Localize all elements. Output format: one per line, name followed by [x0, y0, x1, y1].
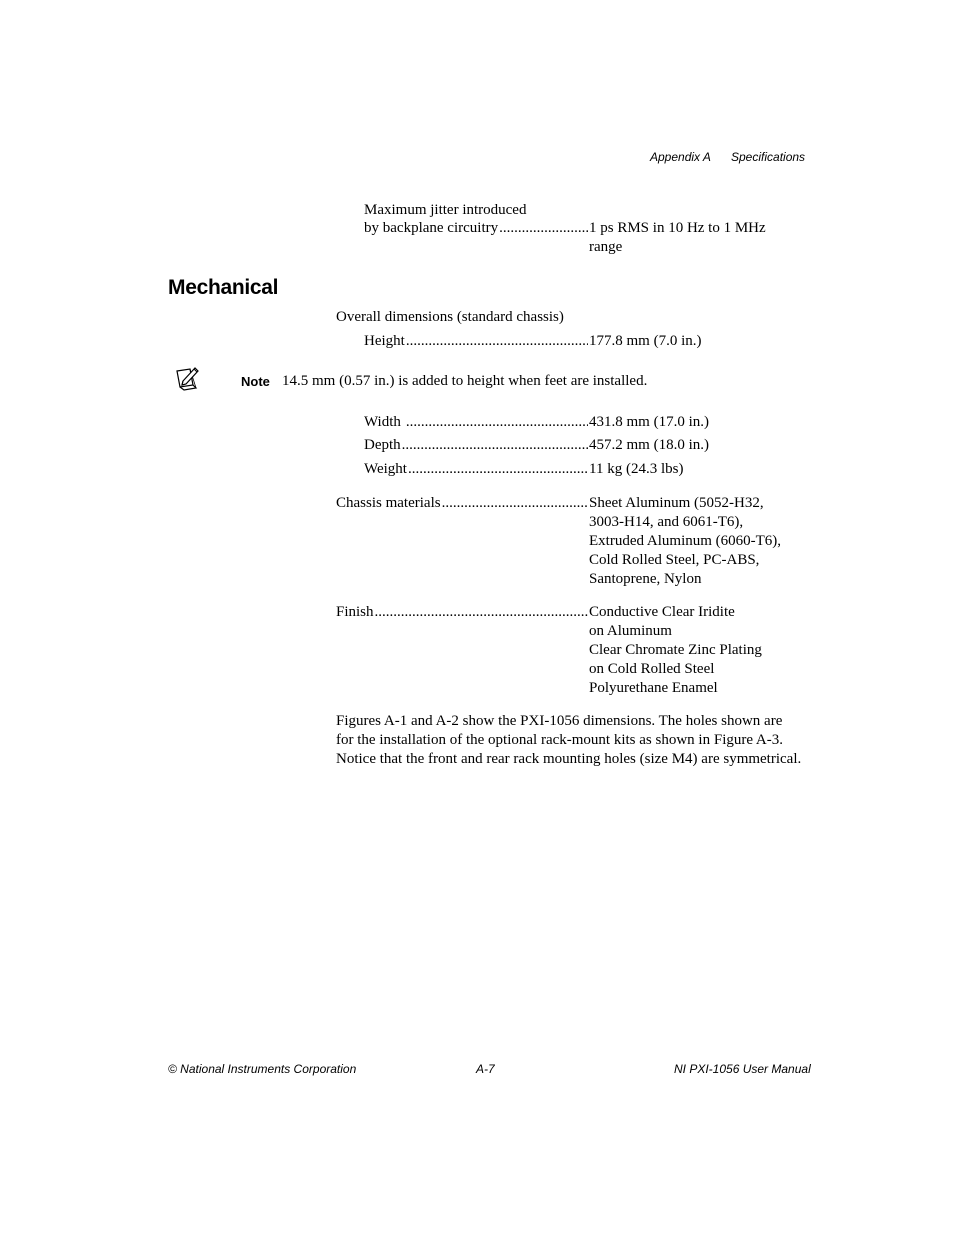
footer-page-number: A-7 [476, 1062, 495, 1076]
leader-dots [499, 219, 588, 238]
note-label: Note [241, 374, 270, 389]
finish-line: Conductive Clear Iridite [589, 604, 735, 620]
note-text: 14.5 mm (0.57 in.) is added to height when feet are installed. [282, 373, 648, 389]
finish-line: Clear Chromate Zinc Plating [589, 642, 762, 658]
leader-dots [442, 494, 588, 513]
leader-dots [375, 603, 588, 622]
depth-label: Depth [364, 437, 401, 453]
footer-manual-title: NI PXI-1056 User Manual [674, 1062, 811, 1076]
finish-line: on Cold Rolled Steel [589, 661, 715, 677]
jitter-label-line1: Maximum jitter introduced [364, 202, 527, 218]
width-value: 431.8 mm (17.0 in.) [589, 414, 709, 430]
finish-line: Polyurethane Enamel [589, 680, 718, 696]
section-title: Mechanical [168, 276, 279, 299]
footer-copyright: © National Instruments Corporation [168, 1062, 357, 1076]
note-pencil-icon [174, 366, 204, 392]
weight-value: 11 kg (24.3 lbs) [589, 461, 684, 477]
finish-line: on Aluminum [589, 623, 672, 639]
jitter-label-line2: by backplane circuitry [364, 220, 499, 236]
depth-value: 457.2 mm (18.0 in.) [589, 437, 709, 453]
dimensions-paragraph: Figures A-1 and A-2 show the PXI-1056 dimensions. The holes shown are for the installation of the optional rack-mount kits as shown in Figure A-3. Notice that the front and rear rack mounting holes (size M4) are symmetrical. [336, 713, 802, 767]
chassis-materials-value: Sheet Aluminum (5052-H32, 3003-H14, and 6061-T6), Extruded Aluminum (6060-T6), Cold Rolled Steel, PC-ABS, Santoprene, Nylon [589, 495, 782, 587]
finish-label: Finish [336, 604, 374, 620]
jitter-value: 1 ps RMS in 10 Hz to 1 MHz range [589, 220, 766, 255]
overall-dimensions-label: Overall dimensions (standard chassis) [336, 309, 564, 325]
leader-dots [406, 332, 588, 351]
header-appendix: Appendix A [650, 150, 711, 164]
height-label: Height [364, 333, 405, 349]
weight-label: Weight [364, 461, 407, 477]
leader-dots [408, 460, 588, 479]
finish-value [589, 603, 804, 698]
width-label: Width [364, 414, 401, 430]
height-value: 177.8 mm (7.0 in.) [589, 333, 702, 349]
chassis-materials-label: Chassis materials [336, 495, 441, 511]
header-section: Specifications [731, 150, 806, 164]
leader-dots [402, 413, 588, 432]
leader-dots [402, 436, 588, 455]
